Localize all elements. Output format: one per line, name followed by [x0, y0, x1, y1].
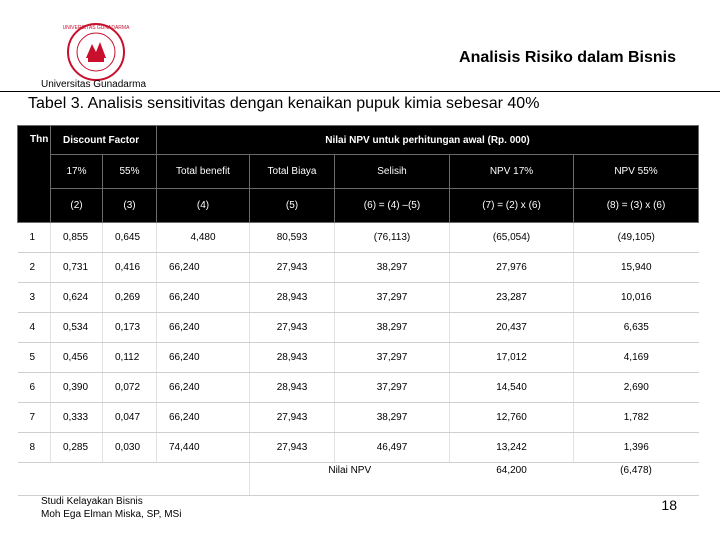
cell-total-benefit: 66,240	[157, 313, 250, 343]
table-row	[18, 373, 699, 403]
col-index-3: (3)	[103, 189, 157, 223]
cell-total-benefit: 66,240	[157, 373, 250, 403]
cell-difference: 38,297	[335, 253, 450, 283]
cell-difference: 38,297	[335, 313, 450, 343]
cell-df17: 0,285	[51, 433, 103, 463]
table-row	[18, 313, 699, 343]
cell-npv55: 10,016	[574, 283, 699, 313]
cell-npv17: 27,976	[450, 253, 574, 283]
cell-total-cost: 80,593	[250, 223, 335, 253]
cell-total-benefit: 66,240	[157, 283, 250, 313]
cell-df17: 0,333	[51, 403, 103, 433]
svg-text:UNIVERSITAS GUNADARMA: UNIVERSITAS GUNADARMA	[62, 25, 130, 31]
cell-df17: 0,534	[51, 313, 103, 343]
col-header-difference: Selisih	[335, 155, 450, 189]
col-header-npv-group: Nilai NPV untuk perhitungan awal (Rp. 000)	[157, 126, 699, 155]
cell-year: 5	[18, 343, 51, 373]
table-caption: Tabel 3. Analisis sensitivitas dengan kenaikan pupuk kimia sebesar 40%	[28, 95, 540, 112]
cell-year: 2	[18, 253, 51, 283]
col-index-7: (7) = (2) x (6)	[450, 189, 574, 223]
header-divider	[0, 91, 720, 92]
col-index-6: (6) = (4) –(5)	[335, 189, 450, 223]
cell-npv17: 12,760	[450, 403, 574, 433]
table-row	[18, 223, 699, 253]
cell-npv17: 17,012	[450, 343, 574, 373]
cell-total-benefit: 66,240	[157, 343, 250, 373]
cell-total-benefit: 66,240	[157, 403, 250, 433]
cell-difference: 37,297	[335, 283, 450, 313]
cell-df17: 0,456	[51, 343, 103, 373]
cell-npv55: 15,940	[574, 253, 699, 283]
university-logo	[62, 22, 130, 82]
cell-npv55: 2,690	[574, 373, 699, 403]
page-number: 18	[661, 497, 677, 513]
cell-df55: 0,269	[103, 283, 157, 313]
header-row-2	[18, 155, 699, 189]
footer-credits	[41, 495, 181, 521]
cell-total-cost: 28,943	[250, 283, 335, 313]
header-row-3	[18, 189, 699, 223]
npv55-total: (6,478)	[574, 463, 699, 496]
cell-df55: 0,112	[103, 343, 157, 373]
cell-npv55: 4,169	[574, 343, 699, 373]
col-index-8: (8) = (3) x (6)	[574, 189, 699, 223]
cell-df17: 0,390	[51, 373, 103, 403]
summary-blank	[18, 463, 250, 496]
cell-npv17: 20,437	[450, 313, 574, 343]
col-header-discount-factor: Discount Factor	[51, 126, 157, 155]
cell-year: 3	[18, 283, 51, 313]
cell-year: 7	[18, 403, 51, 433]
col-header-total-cost: Total Biaya	[250, 155, 335, 189]
col-index-2: (2)	[51, 189, 103, 223]
col-index-5: (5)	[250, 189, 335, 223]
cell-npv55: 1,782	[574, 403, 699, 433]
cell-total-cost: 27,943	[250, 253, 335, 283]
cell-year: 4	[18, 313, 51, 343]
cell-total-cost: 27,943	[250, 403, 335, 433]
course-name: Studi Kelayakan Bisnis	[41, 496, 143, 507]
cell-year: 1	[18, 223, 51, 253]
cell-year: 6	[18, 373, 51, 403]
npv17-total: 64,200	[450, 463, 574, 496]
cell-df17: 0,624	[51, 283, 103, 313]
cell-npv55: (49,105)	[574, 223, 699, 253]
cell-df17: 0,855	[51, 223, 103, 253]
col-index-4: (4)	[157, 189, 250, 223]
cell-total-benefit: 4,480	[157, 223, 250, 253]
presentation-title: Analisis Risiko dalam Bisnis	[459, 49, 676, 66]
cell-df55: 0,173	[103, 313, 157, 343]
cell-total-benefit: 74,440	[157, 433, 250, 463]
table-row	[18, 283, 699, 313]
cell-npv55: 1,396	[574, 433, 699, 463]
institution-name: Universitas Gunadarma	[41, 79, 147, 90]
cell-df55: 0,030	[103, 433, 157, 463]
sensitivity-table	[17, 125, 699, 496]
npv-total-label: Nilai NPV	[250, 463, 450, 496]
cell-difference: (76,113)	[335, 223, 450, 253]
cell-npv17: (65,054)	[450, 223, 574, 253]
cell-df17: 0,731	[51, 253, 103, 283]
header-row-1	[18, 126, 699, 155]
cell-difference: 37,297	[335, 373, 450, 403]
cell-npv17: 14,540	[450, 373, 574, 403]
table-row	[18, 253, 699, 283]
cell-difference: 37,297	[335, 343, 450, 373]
cell-total-cost: 28,943	[250, 343, 335, 373]
cell-year: 8	[18, 433, 51, 463]
author-name: Moh Ega Elman Miska, SP, MSi	[41, 509, 182, 520]
col-header-npv17: NPV 17%	[450, 155, 574, 189]
cell-df55: 0,072	[103, 373, 157, 403]
cell-total-benefit: 66,240	[157, 253, 250, 283]
cell-npv17: 13,242	[450, 433, 574, 463]
col-header-df17: 17%	[51, 155, 103, 189]
cell-difference: 38,297	[335, 403, 450, 433]
cell-difference: 46,497	[335, 433, 450, 463]
col-header-year: Thn	[18, 126, 51, 223]
cell-npv55: 6,635	[574, 313, 699, 343]
table-row	[18, 403, 699, 433]
npv-summary-row	[18, 463, 699, 496]
cell-total-cost: 27,943	[250, 313, 335, 343]
table-row	[18, 433, 699, 463]
col-header-df55: 55%	[103, 155, 157, 189]
cell-df55: 0,645	[103, 223, 157, 253]
cell-npv17: 23,287	[450, 283, 574, 313]
cell-total-cost: 27,943	[250, 433, 335, 463]
col-header-total-benefit: Total benefit	[157, 155, 250, 189]
col-header-npv55: NPV 55%	[574, 155, 699, 189]
cell-df55: 0,047	[103, 403, 157, 433]
cell-total-cost: 28,943	[250, 373, 335, 403]
table-body	[18, 223, 699, 496]
table-row	[18, 343, 699, 373]
cell-df55: 0,416	[103, 253, 157, 283]
